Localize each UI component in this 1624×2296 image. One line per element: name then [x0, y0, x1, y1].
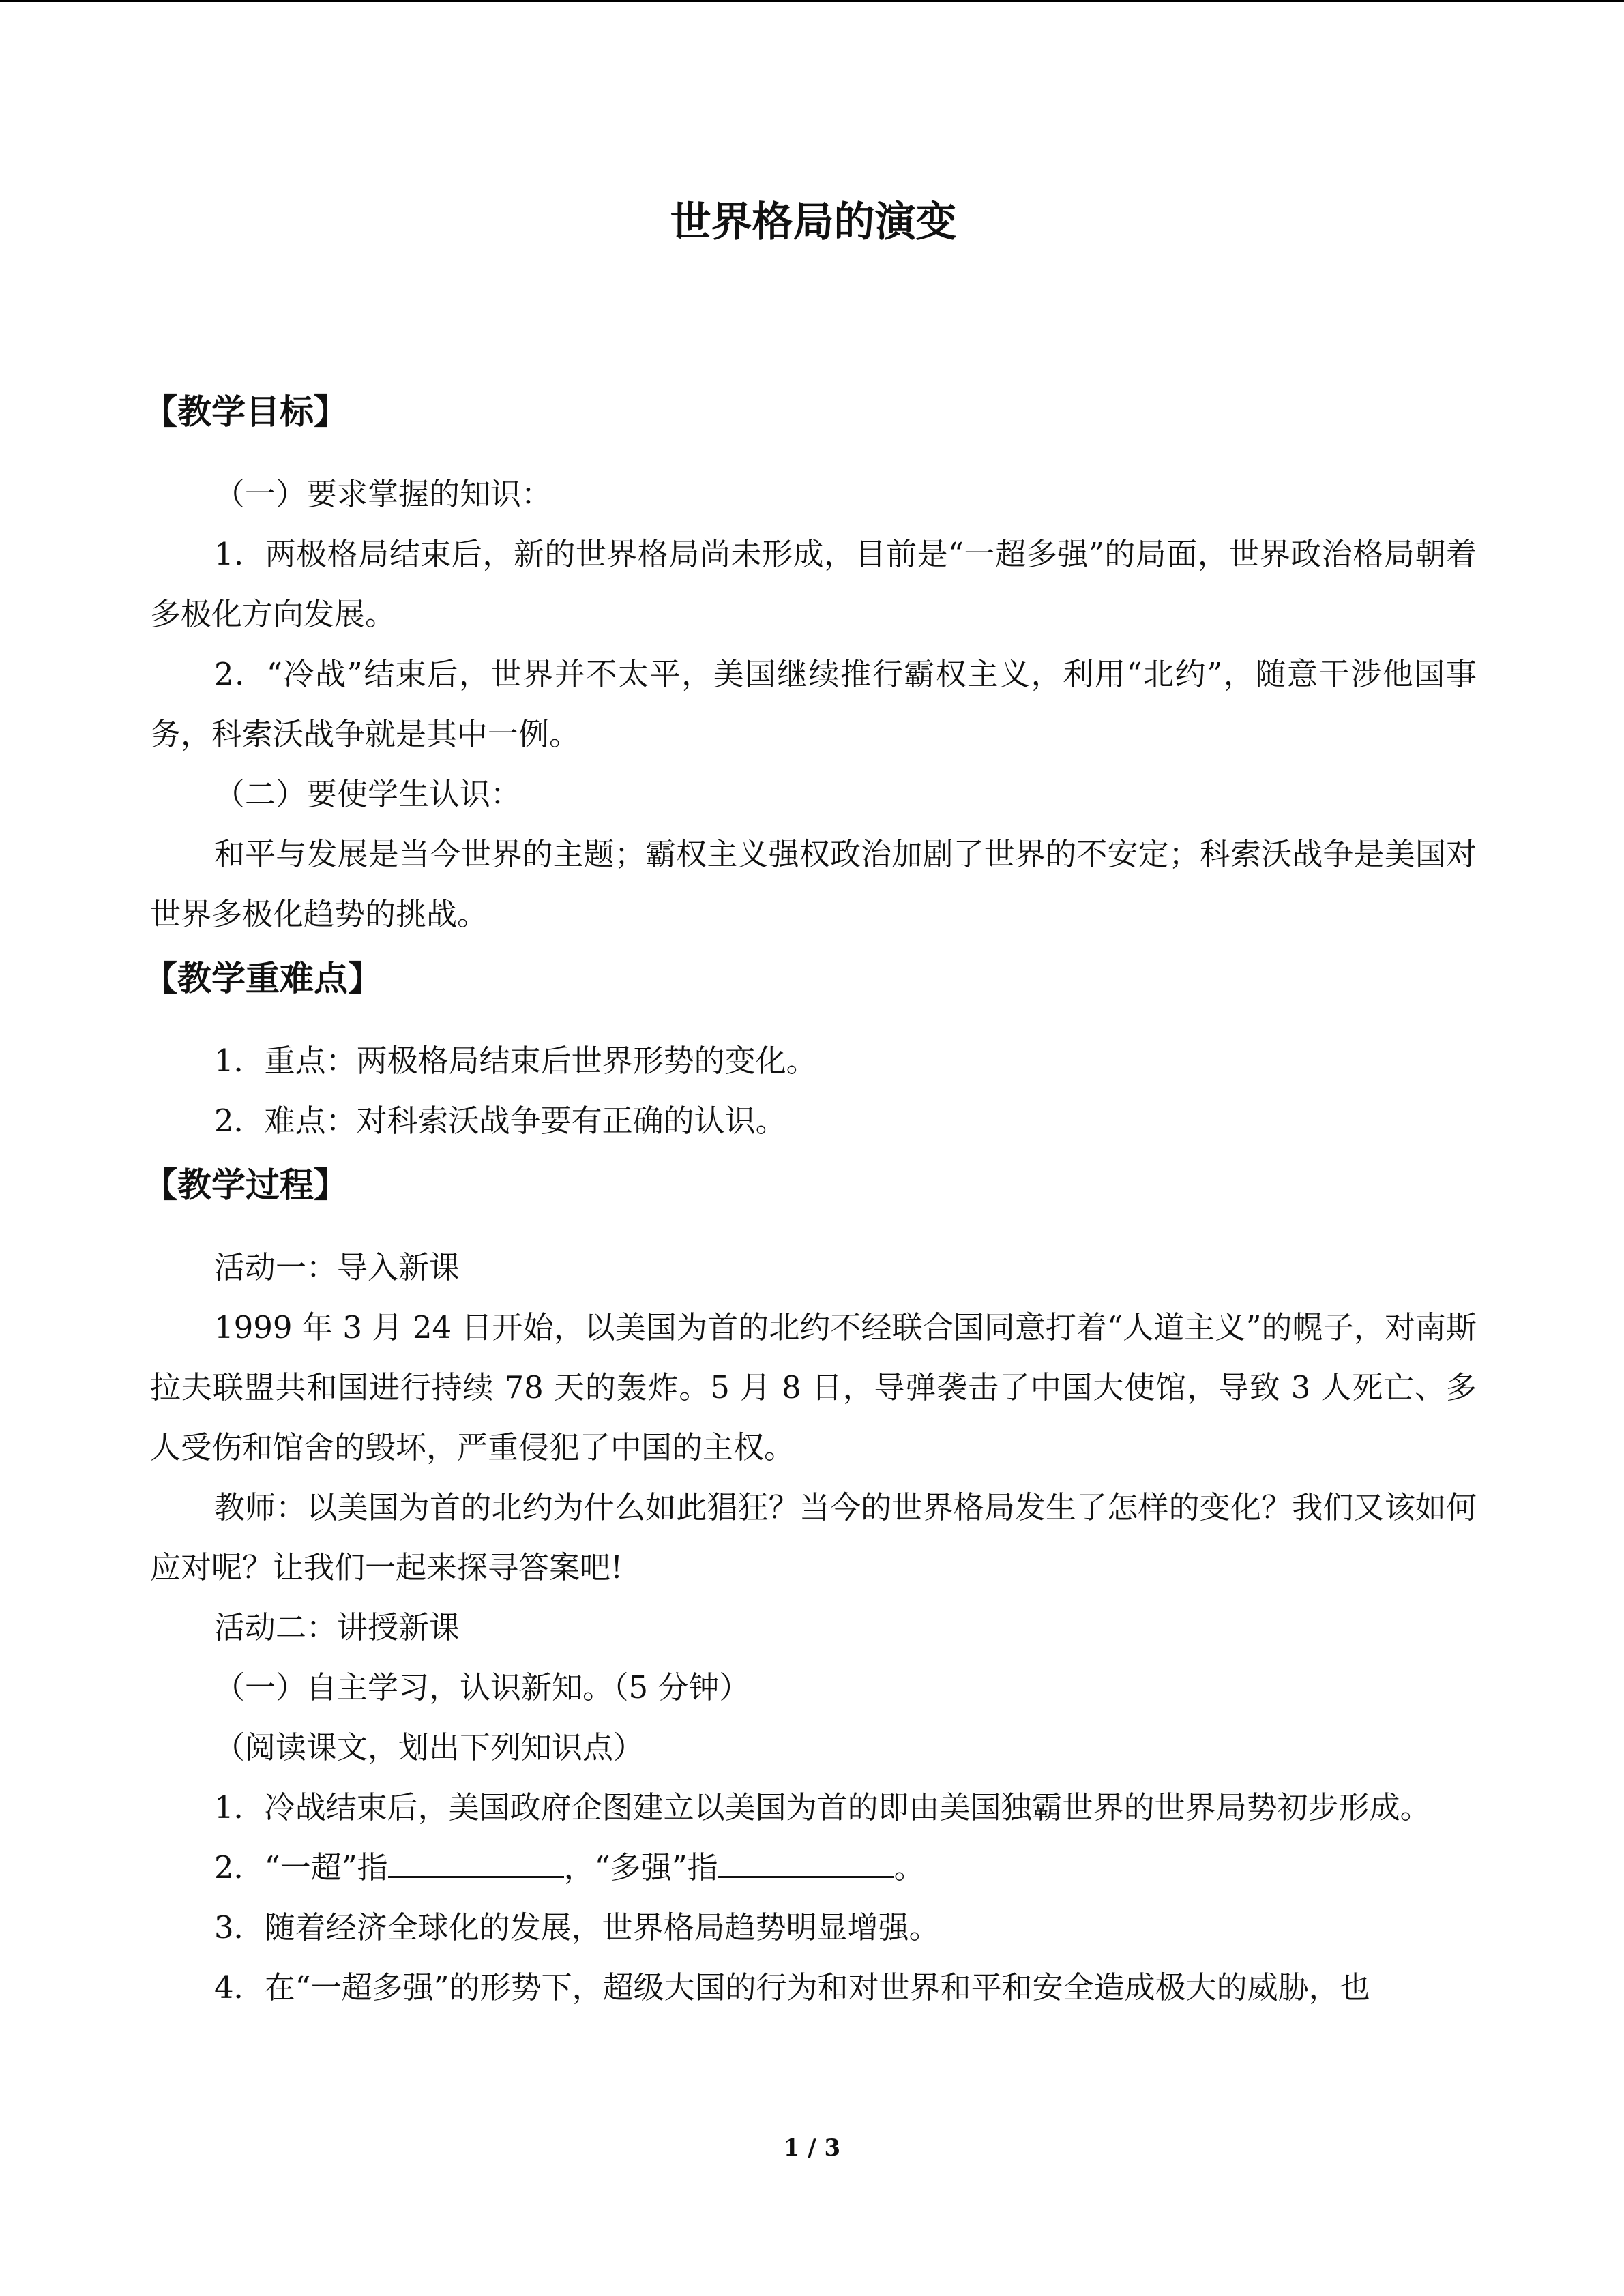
- process-item-2: [150, 1838, 1477, 1898]
- process-item-1: 1．冷战结束后，美国政府企图建立以美国为首的即由美国独霸世界的世界局势初步形成。: [214, 1789, 1431, 1825]
- objectives-sub1: （一）要求掌握的知识：: [214, 476, 552, 512]
- objectives-sub2: （二）要使学生认识：: [214, 776, 522, 812]
- section-heading-process: 【教学过程】: [143, 1165, 348, 1205]
- process-activity-2: 活动二：讲授新课: [214, 1609, 460, 1645]
- objectives-paragraph-1: 1．两极格局结束后，新的世界格局尚未形成，目前是“一超多强”的局面，世界政治格局朝着多极化方向发展。: [150, 536, 1477, 632]
- process-sub1-note: （阅读课文，划出下列知识点）: [214, 1729, 645, 1765]
- fill-blank-2: [718, 1840, 894, 1878]
- process-item-3: 3．随着经济全球化的发展，世界格局趋势明显增强。: [214, 1909, 940, 1945]
- document-body: [143, 198, 1477, 2018]
- process-paragraph-1: 1999 年 3 月 24 日开始，以美国为首的北约不经联合国同意打着“人道主义”的幌子，对南斯拉夫联盟共和国进行持续 78 天的轰炸。5 月 8 日，导弹袭击了中国大使馆，导致 3 人死亡、多人受伤和馆舍的毁坏，严重侵犯了中国的主权。: [150, 1309, 1477, 1465]
- top-border: [0, 0, 1624, 2]
- item2-text-b: ，“多强”指: [563, 1849, 718, 1885]
- item2-text-a: 2．“一超”指: [214, 1849, 388, 1885]
- item2-text-c: 。: [894, 1849, 925, 1885]
- process-sub1: （一）自主学习，认识新知。（5 分钟）: [214, 1669, 750, 1705]
- section-heading-keypoints: 【教学重难点】: [143, 959, 382, 998]
- page-number: 1 / 3: [783, 2134, 841, 2162]
- keypoints-paragraph-1: 1．重点：两极格局结束后世界形势的变化。: [214, 1043, 817, 1079]
- objectives-paragraph-2: 2．“冷战”结束后，世界并不太平，美国继续推行霸权主义，利用“北约”，随意干涉他国事务，科索沃战争就是其中一例。: [150, 656, 1477, 752]
- process-paragraph-2: 教师：以美国为首的北约为什么如此猖狂？当今的世界格局发生了怎样的变化？我们又该如何应对呢？让我们一起来探寻答案吧!: [150, 1489, 1477, 1585]
- keypoints-paragraph-2: 2．难点：对科索沃战争要有正确的认识。: [214, 1103, 786, 1139]
- objectives-paragraph-3: 和平与发展是当今世界的主题；霸权主义强权政治加剧了世界的不安定；科索沃战争是美国对世界多极化趋势的挑战。: [150, 836, 1477, 932]
- process-item-4: 4．在“一超多强”的形势下，超级大国的行为和对世界和平和安全造成极大的威胁，也: [214, 1969, 1370, 2006]
- process-activity-1: 活动一：导入新课: [214, 1249, 460, 1285]
- section-heading-objectives: 【教学目标】: [143, 392, 348, 432]
- fill-blank-1: [388, 1840, 564, 1878]
- page-title: 世界格局的演变: [670, 198, 957, 246]
